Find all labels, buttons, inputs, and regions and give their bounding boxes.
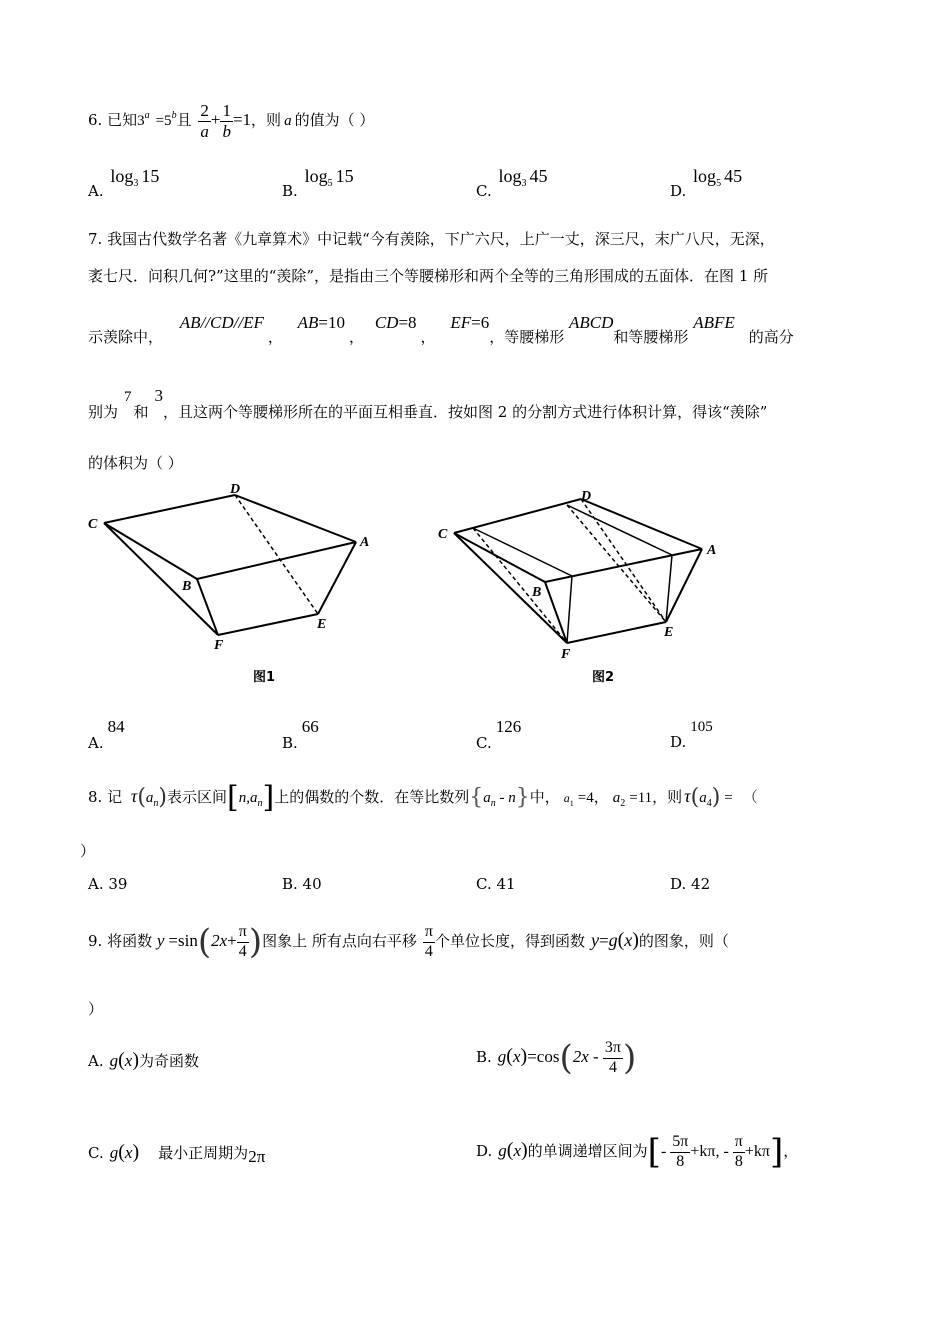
q7-figure-2: [430, 478, 730, 688]
fig1-vertex-e: E: [317, 617, 327, 632]
q7-option-b[interactable]: B.66: [282, 717, 319, 752]
q9-option-c[interactable]: C. g(x) 最小正周期为2π: [88, 1141, 266, 1166]
edge-ae: [318, 542, 356, 614]
fig2-vertex-e: E: [664, 625, 674, 640]
q8-option-a[interactable]: A. 39: [88, 875, 128, 893]
fig2-vertex-c: C: [438, 527, 448, 542]
q8-close-paren: ）: [80, 842, 96, 860]
fig2-caption: 图2: [592, 670, 615, 685]
q6-prefix: 6. 已知: [88, 111, 138, 129]
edge-fe: [567, 622, 666, 643]
fig1-vertex-f: F: [214, 638, 224, 653]
q6-base1: 3: [137, 113, 145, 129]
fig1-vertex-c: C: [88, 517, 98, 532]
edge-cf: [454, 533, 567, 643]
q6-option-d[interactable]: D. $\log_5 45$: [670, 166, 743, 200]
q9-option-a[interactable]: A. g(x)为奇函数: [88, 1049, 200, 1071]
fig2-vertex-d: D: [581, 489, 592, 504]
q8-stem: 8. 记 $\tau(a_n)$表示区间$[n,a_n]$上的偶数的个数．在等比数列$\{a_n - n\}$中， $a_1 =4$， $a_2 =11$，则 $\tau(a_4)$ = （: [88, 780, 758, 815]
q6-eq-one: =1: [232, 110, 252, 129]
q6-frac2: $\frac{1}{b}$: [222, 100, 231, 141]
q6-frac1: $\frac{2}{a}$: [200, 100, 209, 141]
fig1-vertex-a: A: [360, 535, 370, 550]
q6-option-c[interactable]: C. $\log_3 45$: [476, 166, 548, 200]
q7-line1: 7. 我国古代数学名著《九章算术》中记载“今有羡除，下广六尺，上广一丈，深三尺，末广八尺，无深，: [88, 230, 775, 248]
q8-option-c[interactable]: C. 41: [476, 875, 516, 893]
fig2-vertex-b: B: [532, 585, 542, 600]
q6-eq-mid: =5: [155, 113, 172, 129]
q7-option-a[interactable]: A.84: [88, 717, 125, 752]
q9-option-b[interactable]: B. g(x)=cos(2x - $\frac{3\pi}{4}$ ): [476, 1038, 637, 1078]
q7-line4: 别为7和3，且这两个等腰梯形所在的平面互相垂直．按如图 2 的分割方式进行体积计算，得该“羡除”: [88, 386, 768, 421]
q6-option-b[interactable]: B. $\log_5 15$: [282, 166, 354, 200]
q7-line2: 袤七尺．问积几何?”这里的“羡除”，是指由三个等腰梯形和两个全等的三角形围成的五面体．在图 1 所: [88, 267, 769, 285]
q7-figure-1: [80, 478, 380, 688]
q9-stem: 9. 将函数 y =sin(2x+ $\frac{\pi}{4}$ )图象上 所有点向右平移 $\frac{\pi}{4}$ 个单位长度，得到函数 y=g(x)的图象，则（: [88, 922, 729, 962]
q9-option-d[interactable]: D. g(x)的单调递增区间为[- $\frac{5\pi}{8}$ +kπ, - $\frac{\pi}{8}$ +kπ]，: [476, 1132, 799, 1172]
q7-option-d[interactable]: D.105: [670, 719, 713, 751]
q7-option-c[interactable]: C.126: [476, 717, 522, 752]
q6-var: a: [284, 113, 292, 129]
q8-option-d[interactable]: D. 42: [670, 875, 711, 893]
edge-cd: [104, 495, 235, 523]
cut-dashed-mid: [567, 505, 666, 622]
cut-vert-left: [567, 576, 572, 643]
edge-bf: [197, 579, 218, 635]
edge-cb: [104, 523, 197, 579]
fig1-vertex-b: B: [182, 579, 192, 594]
fig1-vertex-d: D: [230, 482, 241, 497]
edge-ba: [197, 542, 356, 579]
edge-fe: [218, 614, 318, 635]
edge-bf: [545, 582, 567, 643]
q6-stem: [88, 88, 374, 144]
q6-plus: +: [210, 110, 221, 129]
q6-suffix1: ，则: [251, 111, 282, 129]
edge-da: [235, 495, 356, 542]
q6-exp1: a: [144, 110, 150, 121]
fig2-vertex-a: A: [707, 543, 717, 558]
q7-line5: 的体积为（ ）: [88, 454, 183, 472]
cut-dashed-left: [473, 528, 567, 643]
q6-suffix2: 的值为（ ）: [294, 111, 375, 129]
edge-ba: [545, 549, 702, 582]
q9-close-paren: ）: [88, 1000, 104, 1018]
q7-line3: 示羡除中， AB//CD//EF， AB=10， CD=8， EF=6，等腰梯形 ABCD和等腰梯形 ABFE的高分: [88, 313, 794, 346]
q6-and: 且: [176, 111, 192, 129]
q7-parallel: AB//CD//EF: [179, 313, 264, 332]
q6-exp2: b: [171, 110, 177, 121]
fig2-vertex-f: F: [561, 647, 571, 662]
q8-option-b[interactable]: B. 40: [282, 875, 322, 893]
fig1-caption: 图1: [253, 670, 276, 685]
q6-option-a[interactable]: A. $\log_3 15$: [88, 166, 160, 200]
